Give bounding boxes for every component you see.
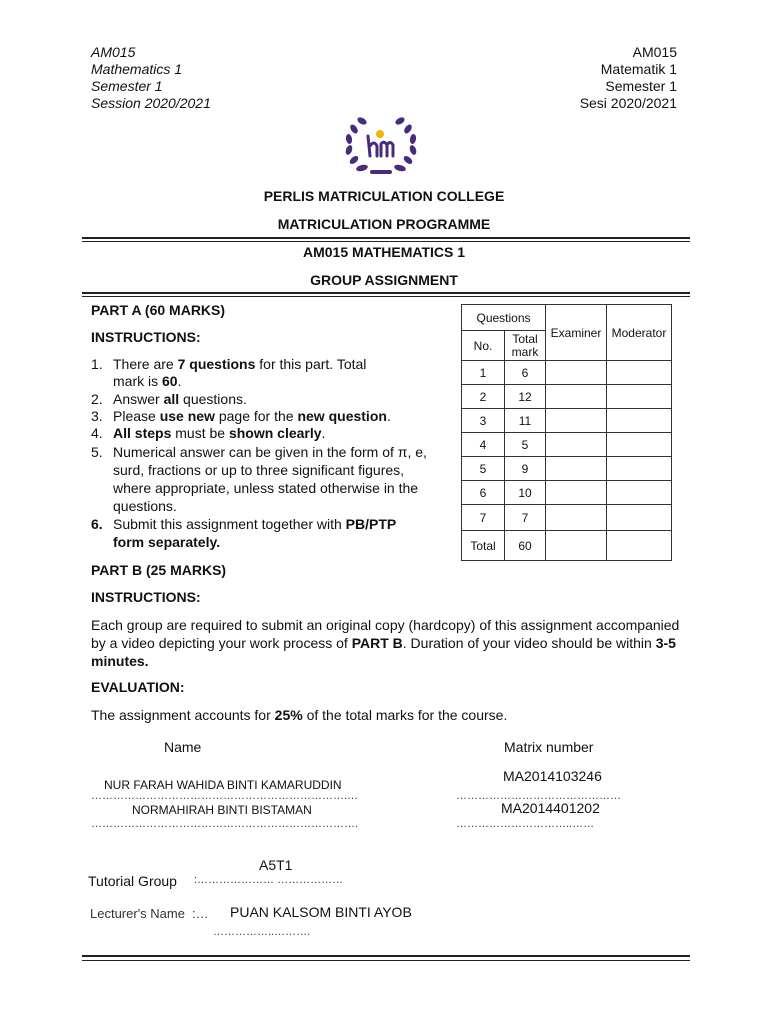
moderator-cell[interactable] bbox=[607, 457, 672, 481]
part-b-instructions-heading: INSTRUCTIONS: bbox=[91, 589, 201, 605]
divider bbox=[82, 292, 690, 294]
examiner-cell[interactable] bbox=[546, 457, 607, 481]
college-name: PERLIS MATRICULATION COLLEGE bbox=[263, 188, 505, 204]
header-left bbox=[91, 44, 211, 112]
examiner-cell[interactable] bbox=[546, 385, 607, 409]
examiner-cell[interactable] bbox=[546, 433, 607, 457]
semester-ms: Semester 1 bbox=[605, 78, 677, 94]
part-a-instructions: 1. There are 7 questions for this part. Total mark is 60. 2. Answer all questions. 3. Please use new page for the new question. 4. All steps must be shown clearly. 5. Numerical answer can be given in the form of π, e, surd, fractions or up to three significant figures, where appropriate, unless stated otherwise in the questions. 6. Submit this assignment together with PB/PTP form separately. bbox=[91, 356, 427, 550]
dotted-line: ………………………………………………………………. bbox=[91, 818, 359, 830]
divider bbox=[82, 237, 690, 239]
col-total-mark: Total mark bbox=[505, 331, 546, 361]
course-title: AM015 MATHEMATICS 1 bbox=[302, 244, 466, 260]
moderator-cell[interactable] bbox=[607, 409, 672, 433]
member-name: NORMAHIRAH BINTI BISTAMAN bbox=[132, 803, 312, 817]
table-row: 7 7 bbox=[462, 505, 672, 531]
session-ms: Sesi 2020/2021 bbox=[579, 95, 677, 111]
col-questions: Questions bbox=[462, 305, 546, 331]
examiner-cell[interactable] bbox=[546, 409, 607, 433]
moderator-cell[interactable] bbox=[607, 385, 672, 409]
course-code-ms: AM015 bbox=[632, 44, 677, 60]
moderator-cell[interactable] bbox=[607, 361, 672, 385]
examiner-cell[interactable] bbox=[546, 481, 607, 505]
session: Session 2020/2021 bbox=[91, 95, 211, 111]
table-row: 6 10 bbox=[462, 481, 672, 505]
tutorial-group-label: Tutorial Group bbox=[88, 873, 177, 889]
member-matrix: MA2014103246 bbox=[503, 768, 602, 784]
divider bbox=[82, 960, 690, 961]
part-a-heading: PART A (60 MARKS) bbox=[91, 302, 226, 318]
member-matrix: MA2014401202 bbox=[501, 800, 600, 816]
part-b-instructions: Each group are required to submit an original copy (hardcopy) of this assignment accompanied by a video depicting your work process of PART B. Duration of your video should be within 3-5 minutes. bbox=[91, 617, 680, 669]
marks-table bbox=[461, 304, 672, 561]
tutorial-group-value: A5T1 bbox=[259, 857, 293, 873]
dotted-line: …………………………..…… bbox=[456, 818, 595, 830]
member-name: NUR FARAH WAHIDA BINTI KAMARUDDIN bbox=[104, 778, 342, 792]
part-a-instructions-heading: INSTRUCTIONS: bbox=[91, 329, 201, 345]
moderator-cell[interactable] bbox=[607, 481, 672, 505]
divider bbox=[82, 955, 690, 957]
col-no: No. bbox=[462, 331, 505, 361]
dotted-line: ……………..………. bbox=[213, 926, 311, 938]
table-row: 2 12 bbox=[462, 385, 672, 409]
table-row: 3 11 bbox=[462, 409, 672, 433]
table-row: 1 6 bbox=[462, 361, 672, 385]
examiner-cell[interactable] bbox=[546, 361, 607, 385]
table-row: 5 9 bbox=[462, 457, 672, 481]
lecturer-colon: :… bbox=[192, 906, 209, 921]
subject-ms: Matematik 1 bbox=[600, 61, 677, 77]
divider bbox=[82, 241, 690, 242]
evaluation-heading: EVALUATION: bbox=[91, 679, 185, 695]
total-row: Total 60 bbox=[462, 531, 672, 561]
semester: Semester 1 bbox=[91, 78, 163, 94]
subject: Mathematics 1 bbox=[91, 61, 183, 77]
logo-lettermark bbox=[368, 130, 393, 156]
examiner-total-cell[interactable] bbox=[546, 531, 607, 561]
part-b-heading: PART B (25 MARKS) bbox=[91, 562, 227, 578]
table-row: 4 5 bbox=[462, 433, 672, 457]
college-logo bbox=[340, 112, 422, 180]
examiner-cell[interactable] bbox=[546, 505, 607, 531]
programme-name: MATRICULATION PROGRAMME bbox=[277, 216, 491, 232]
name-label: Name bbox=[164, 739, 202, 755]
moderator-cell[interactable] bbox=[607, 505, 672, 531]
dotted-line: :………………… ……………… bbox=[194, 874, 344, 886]
col-moderator: Moderator bbox=[607, 305, 672, 361]
divider bbox=[82, 296, 690, 297]
matrix-label: Matrix number bbox=[504, 739, 594, 755]
evaluation-text: The assignment accounts for 25% of the total marks for the course. bbox=[91, 707, 508, 723]
moderator-cell[interactable] bbox=[607, 433, 672, 457]
assignment-title: GROUP ASSIGNMENT bbox=[310, 272, 458, 288]
col-examiner: Examiner bbox=[546, 305, 607, 361]
course-code: AM015 bbox=[91, 44, 136, 60]
header-right bbox=[580, 44, 677, 112]
dotted-line: …………………………………………………………….… bbox=[91, 790, 359, 802]
lecturer-name: PUAN KALSOM BINTI AYOB bbox=[230, 904, 412, 920]
lecturer-label: Lecturer's Name bbox=[90, 906, 185, 921]
moderator-total-cell[interactable] bbox=[607, 531, 672, 561]
dotted-line: ……………………………………… bbox=[456, 790, 621, 802]
